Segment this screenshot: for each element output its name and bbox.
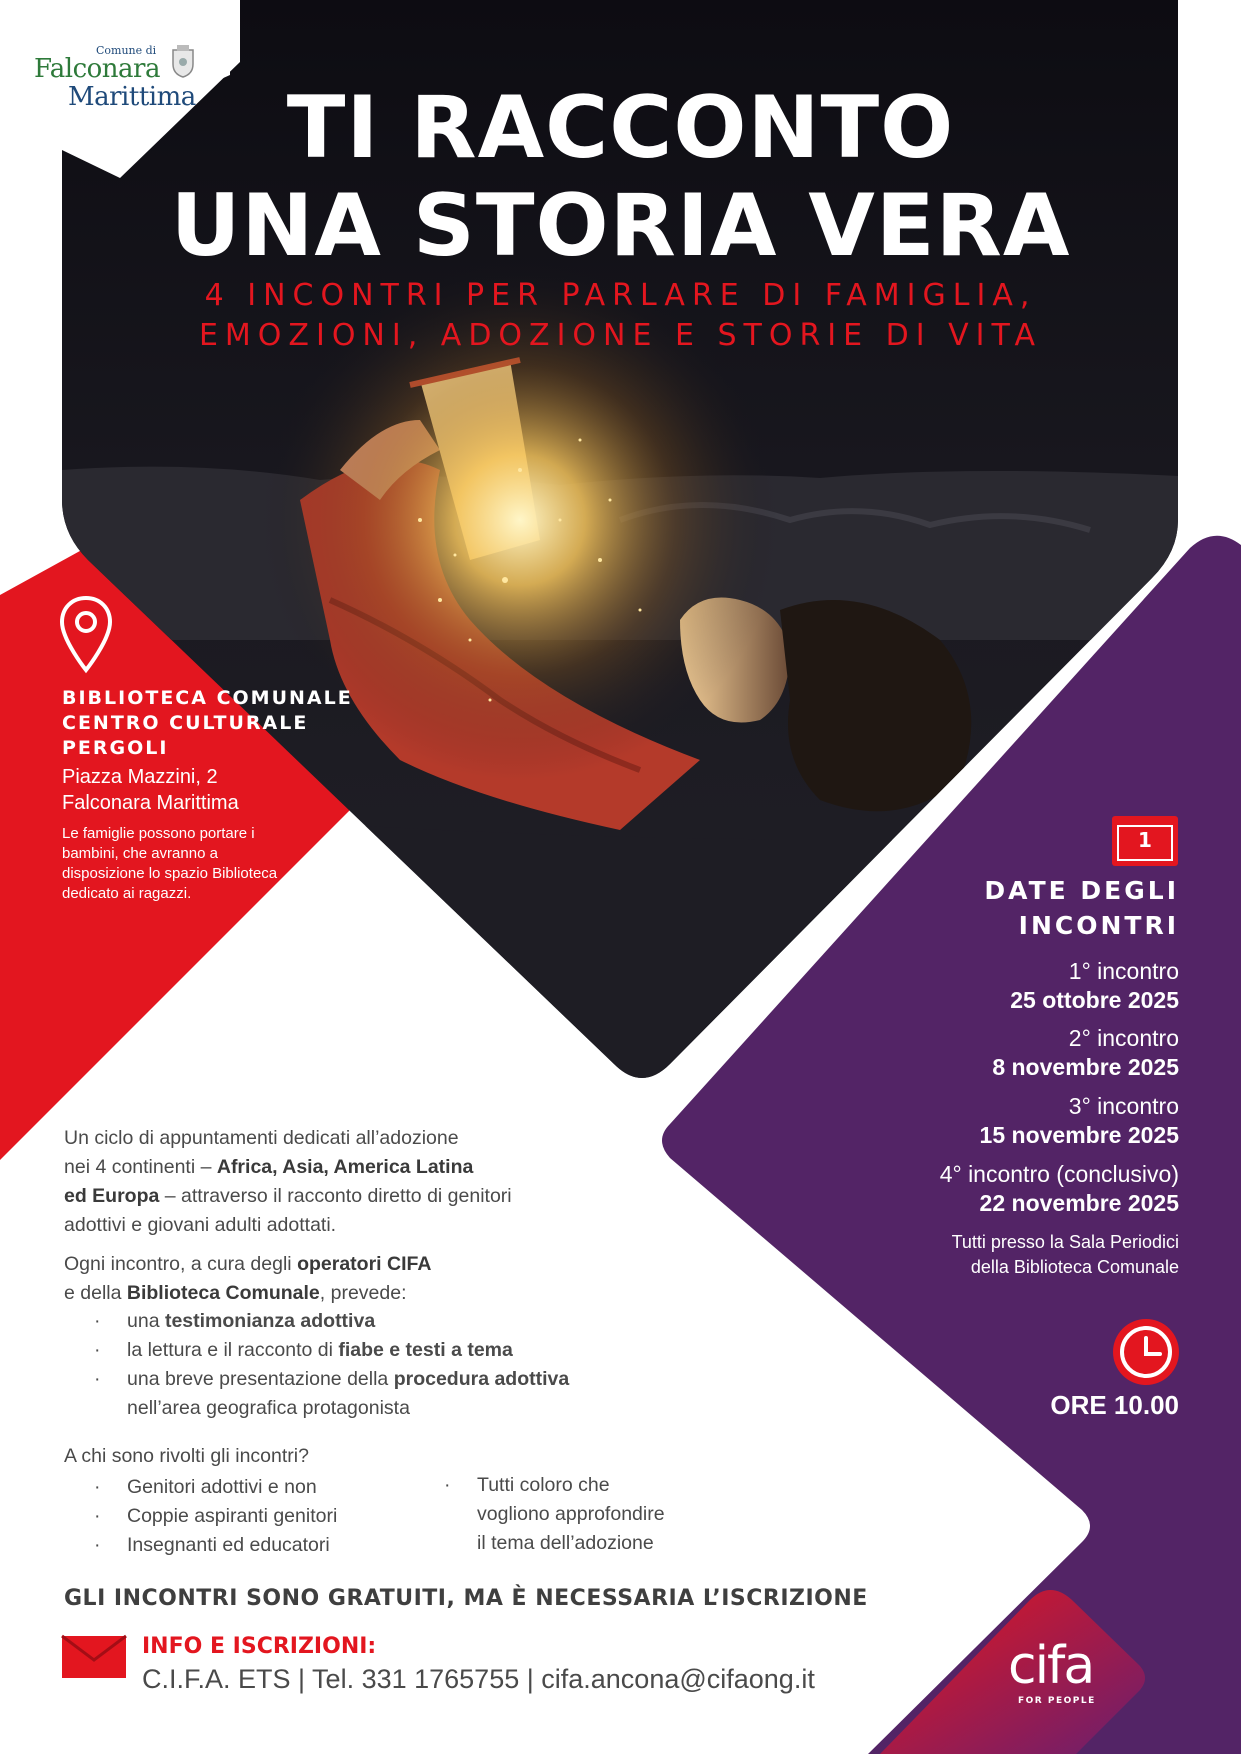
audience-item — [94, 1473, 317, 1502]
venue-name: BIBLIOTECA COMUNALE CENTRO CULTURALE PERGOLI — [62, 687, 353, 759]
audience-right-line3: il tema dell’adozione — [477, 1532, 654, 1554]
dates-title — [879, 873, 1179, 943]
free-banner: GLI INCONTRI SONO GRATUITI, MA È NECESSARIA L’ISCRIZIONE — [64, 1586, 868, 1611]
intro-text: e della — [64, 1282, 127, 1304]
dates-note — [839, 1230, 1179, 1280]
intro-bold: Biblioteca Comunale — [126, 1282, 320, 1304]
envelope-icon — [62, 1636, 126, 1678]
title-line2: UNA STORIA VERA — [170, 176, 1071, 276]
dates-title-line1: DATE DEGLI — [984, 876, 1179, 905]
intro-text: Ogni incontro, a cura degli — [64, 1253, 298, 1275]
intro-bold: operatori CIFA — [297, 1253, 432, 1275]
meeting-date: 25 ottobre 2025 — [1010, 987, 1179, 1013]
title-line1: TI RACCONTO — [286, 78, 955, 178]
dates-note-line1: Tutti presso la Sala Periodici — [951, 1232, 1179, 1252]
bullet-dot: · — [94, 1368, 101, 1390]
program-bold: testimonianza adottiva — [164, 1310, 376, 1332]
bullet-dot: · — [94, 1534, 101, 1556]
intro-line3 — [64, 1182, 624, 1211]
meeting-3 — [779, 1092, 1179, 1150]
meeting-label: 1° incontro — [1068, 958, 1179, 984]
info-title: INFO E ISCRIZIONI: — [142, 1634, 377, 1659]
audience-right-line1: Tutti coloro che — [477, 1474, 610, 1496]
program-text: una breve presentazione della — [127, 1368, 394, 1390]
subtitle-line1: 4 INCONTRI PER PARLARE DI FAMIGLIA, — [204, 278, 1037, 313]
intro-bold: Africa, Asia, America Latina — [216, 1156, 474, 1178]
program-item — [94, 1336, 513, 1365]
meeting-2 — [779, 1024, 1179, 1082]
logo-comune-di: Comune di — [96, 44, 157, 57]
program-item — [94, 1365, 570, 1394]
intro-bold: ed Europa — [64, 1185, 160, 1207]
venue-address-line1: Piazza Mazzini, 2 — [62, 766, 218, 788]
audience-text: Coppie aspiranti genitori — [127, 1505, 338, 1527]
venue-address-line2: Falconara Marittima — [62, 792, 239, 814]
intro-text: , prevede: — [319, 1282, 407, 1304]
program-item — [94, 1307, 376, 1336]
bullet-dot: · — [94, 1310, 101, 1332]
intro-text: – attraverso il racconto diretto di genitori — [159, 1185, 512, 1207]
intro2-line2 — [64, 1279, 624, 1308]
audience-item — [94, 1502, 338, 1531]
intro-line4: adottivi e giovani adulti adottati. — [64, 1214, 337, 1236]
audience-text: Genitori adottivi e non — [127, 1476, 317, 1498]
meeting-label: 4° incontro (conclusivo) — [939, 1161, 1179, 1187]
audience-item-right — [444, 1471, 665, 1558]
cifa-logo-text: cifa — [1008, 1636, 1094, 1696]
meeting-date: 8 novembre 2025 — [992, 1054, 1179, 1080]
venue-address — [62, 764, 239, 816]
program-text: la lettura e il racconto di — [127, 1339, 339, 1361]
bullet-dot: · — [94, 1505, 101, 1527]
audience-text: Insegnanti ed educatori — [127, 1534, 330, 1556]
intro-text: nei 4 continenti – — [64, 1156, 217, 1178]
meeting-time: ORE 10.00 — [1050, 1390, 1179, 1420]
subtitle-line2: EMOZIONI, ADOZIONE E STORIE DI VITA — [198, 318, 1043, 353]
logo-line1: Falconara — [34, 54, 160, 84]
meeting-label: 3° incontro — [1068, 1093, 1179, 1119]
crest-icon — [170, 44, 196, 78]
intro-paragraph-2 — [64, 1250, 624, 1308]
dates-title-line2: INCONTRI — [1018, 911, 1179, 940]
audience-item — [94, 1531, 330, 1560]
meeting-label: 2° incontro — [1068, 1025, 1179, 1051]
program-text: una — [127, 1310, 165, 1332]
clock-icon — [1113, 1319, 1179, 1385]
audience-question: A chi sono rivolti gli incontri? — [64, 1445, 309, 1467]
program-item-continued: nell’area geografica protagonista — [127, 1397, 410, 1419]
calendar-number: 1 — [1138, 828, 1152, 852]
audience-right-line2: vogliono approfondire — [477, 1503, 665, 1525]
cifa-tagline: FOR PEOPLE — [1018, 1696, 1096, 1706]
bullet-dot: · — [94, 1339, 101, 1361]
bullet-dot: · — [444, 1474, 451, 1496]
meeting-4 — [779, 1160, 1179, 1218]
info-contacts[interactable]: C.I.F.A. ETS | Tel. 331 1765755 | cifa.ancona@cifaong.it — [142, 1664, 815, 1694]
intro-line1: Un ciclo di appuntamenti dedicati all’adozione — [64, 1127, 459, 1149]
logo-line2: Marittima — [68, 82, 196, 112]
meeting-date: 22 novembre 2025 — [979, 1190, 1179, 1216]
meeting-date: 15 novembre 2025 — [979, 1122, 1179, 1148]
dates-note-line2: della Biblioteca Comunale — [970, 1257, 1179, 1277]
venue-note: Le famiglie possono portare i bambini, che avranno a disposizione lo spazio Biblioteca dedicato ai ragazzi. — [62, 825, 278, 902]
program-bold: fiabe e testi a tema — [338, 1339, 513, 1361]
intro-paragraph — [64, 1124, 624, 1240]
program-bold: procedura adottiva — [393, 1368, 570, 1390]
meeting-1 — [779, 957, 1179, 1015]
intro-line2 — [64, 1153, 624, 1182]
bullet-dot: · — [94, 1476, 101, 1498]
intro2-line1 — [64, 1250, 624, 1279]
